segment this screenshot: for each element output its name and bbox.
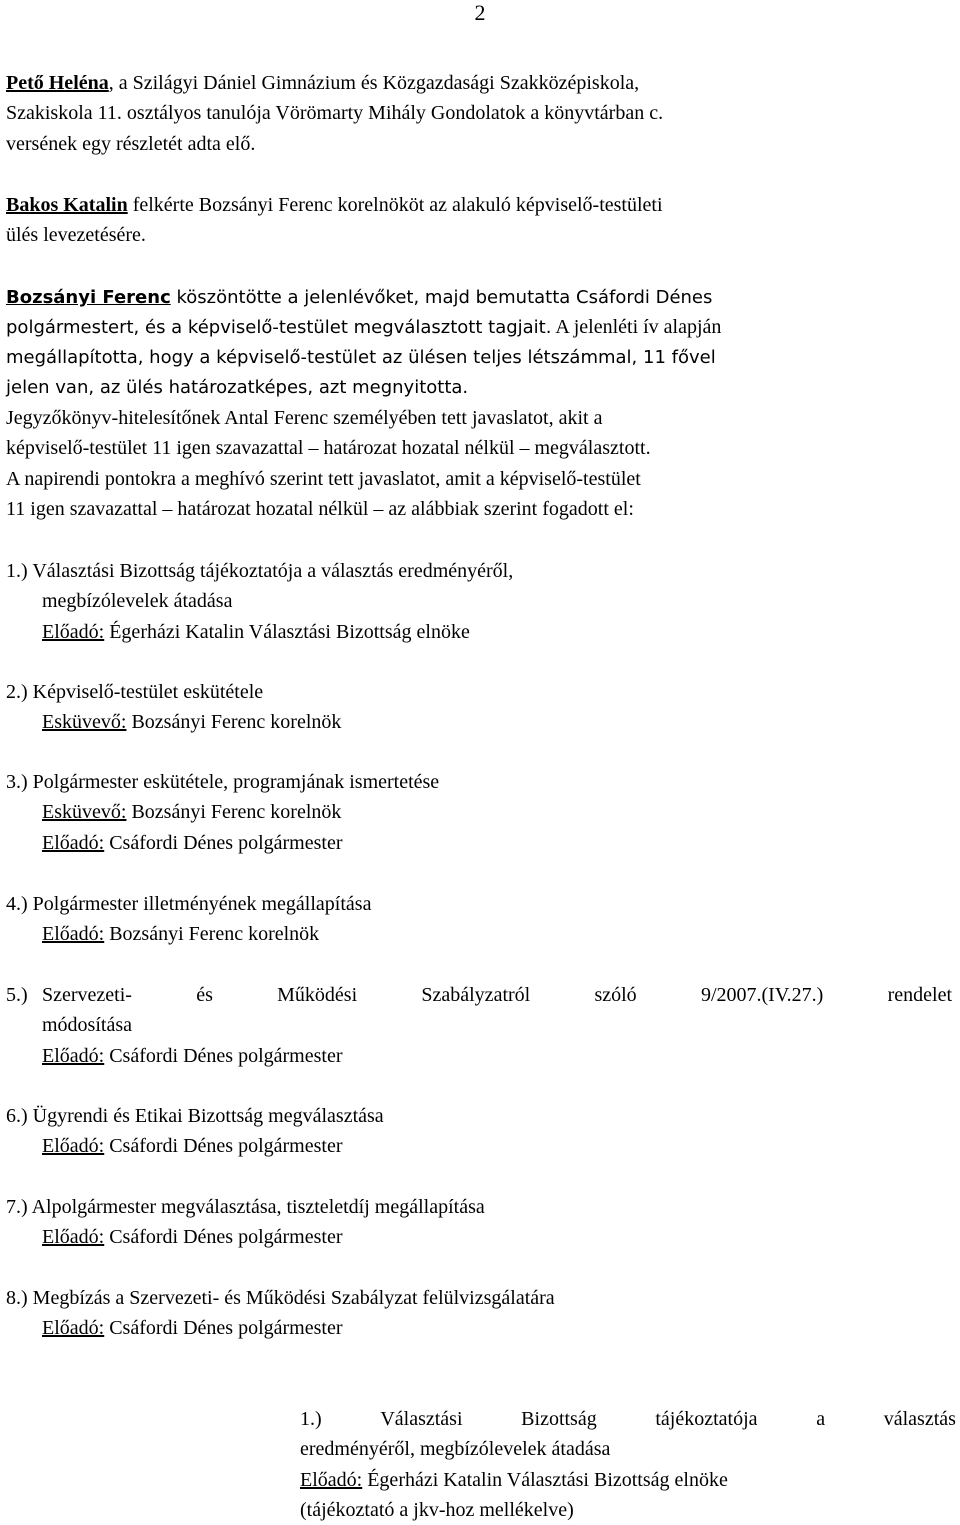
role-person: Égerházi Katalin Választási Bizottság elnöke: [362, 1468, 728, 1491]
bakos-paragraph: [6, 190, 954, 251]
role-person: Csáfordi Dénes polgármester: [104, 1226, 343, 1249]
agenda-title-cont: megbízólevelek átadása: [42, 590, 233, 613]
bozsanyi-line-2b: A jelenléti ív alapján: [551, 316, 722, 339]
role-person: Bozsányi Ferenc korelnök: [126, 801, 342, 824]
bozsanyi-line-8: 11 igen szavazattal – határozat hozatal nélkül – az alábbiak szerint fogadott el:: [6, 498, 634, 521]
agenda-title: [42, 980, 956, 1010]
title-word: szóló: [594, 984, 637, 1006]
agenda-detail-1: [300, 1404, 956, 1525]
bozsanyi-line-1-rest: köszöntötte a jelenlévőket, majd bemutatta Csáfordi Dénes: [170, 287, 713, 308]
agenda-item-1: [6, 556, 956, 647]
detail-word: 1.): [300, 1408, 322, 1430]
bozsanyi-line-3: megállapította, hogy a képviselő-testület az ülésen teljes létszámmal, 11 fővel: [6, 346, 716, 368]
agenda-title: Ügyrendi és Etikai Bizottság megválasztása: [32, 1105, 384, 1127]
agenda-item-4: [6, 889, 956, 950]
agenda-number: 1.): [6, 560, 28, 582]
page-number: 2: [474, 0, 486, 25]
bozsanyi-line-6: képviselő-testület 11 igen szavazattal – határozat hozatal nélkül – megválasztott.: [6, 437, 651, 460]
intro-line-3: versének egy részletét adta elő.: [6, 132, 256, 155]
detail-word: a: [816, 1408, 826, 1430]
detail-word: választás: [883, 1408, 956, 1430]
agenda-number: 3.): [6, 771, 28, 793]
role-label: Előadó:: [42, 1226, 105, 1249]
bozsanyi-line-2a: polgármestert, és a képviselő-testület megválasztott tagjait.: [6, 317, 552, 339]
agenda-title: Alpolgármester megválasztása, tiszteletdíj megállapítása: [31, 1196, 485, 1218]
role-person: Bozsányi Ferenc korelnök: [104, 923, 320, 946]
title-word: és: [196, 984, 213, 1006]
role-person: Csáfordi Dénes polgármester: [104, 831, 343, 854]
agenda-title-cont: módosítása: [42, 1014, 132, 1037]
title-word: Szabályzatról: [421, 984, 531, 1006]
role-person: Csáfordi Dénes polgármester: [104, 1317, 343, 1340]
title-word: rendelet: [887, 984, 952, 1006]
bozsanyi-line-5: Jegyzőkönyv-hitelesítőnek Antal Ferenc személyében tett javaslatot, akit a: [6, 407, 603, 430]
agenda-number: 5.): [6, 984, 28, 1006]
intro-line-1-rest: , a Szilágyi Dániel Gimnázium és Közgazdasági Szakközépiskola,: [108, 72, 640, 94]
role-label: Előadó:: [42, 1044, 105, 1067]
bakos-line-1-rest: felkérte Bozsányi Ferenc korelnököt az alakuló képviselő-testületi: [127, 194, 663, 216]
bozsanyi-name: Bozsányi Ferenc: [6, 287, 171, 308]
title-word: Működési: [277, 984, 358, 1006]
performer-name: Pető Heléna: [6, 72, 109, 94]
title-word: 9/2007.(IV.27.): [700, 984, 824, 1006]
bozsanyi-paragraph: [6, 282, 954, 524]
detail-line-4: (tájékoztató a jkv-hoz mellékelve): [300, 1498, 574, 1521]
role-label: Előadó:: [300, 1468, 363, 1491]
bozsanyi-line-4: jelen van, az ülés határozatképes, azt megnyitotta.: [6, 376, 469, 398]
agenda-number: 8.): [6, 1287, 28, 1309]
detail-word: tájékoztatója: [655, 1408, 758, 1430]
intro-line-2: Szakiskola 11. osztályos tanulója Vörömarty Mihály Gondolatok a könyvtárban c.: [6, 102, 664, 125]
role-label: Előadó:: [42, 923, 105, 946]
agenda-number: 2.): [6, 681, 28, 703]
title-word: Szervezeti-: [42, 984, 132, 1006]
detail-line-1: [300, 1404, 956, 1434]
detail-word: Választási: [380, 1408, 463, 1430]
agenda-item-5: [6, 980, 956, 1071]
role-label: Előadó:: [42, 1135, 105, 1158]
role-person: Csáfordi Dénes polgármester: [104, 1044, 343, 1067]
agenda-number: 6.): [6, 1105, 28, 1127]
role-label: Előadó:: [42, 620, 105, 643]
detail-word: Bizottság: [521, 1408, 597, 1430]
agenda-item-8: [6, 1283, 956, 1344]
bakos-name: Bakos Katalin: [6, 194, 128, 216]
bozsanyi-line-7: A napirendi pontokra a meghívó szerint tett javaslatot, amit a képviselő-testület: [6, 467, 641, 490]
agenda-title: Polgármester eskütétele, programjának ismertetése: [32, 771, 440, 793]
role-label: Esküvevő:: [42, 711, 127, 734]
role-person: Csáfordi Dénes polgármester: [104, 1135, 343, 1158]
agenda-title: Megbízás a Szervezeti- és Működési Szabályzat felülvizsgálatára: [32, 1287, 555, 1309]
bakos-line-2: ülés levezetésére.: [6, 224, 146, 247]
agenda-number: 4.): [6, 893, 28, 915]
role-person: Bozsányi Ferenc korelnök: [126, 711, 342, 734]
intro-line-1: [6, 68, 639, 98]
agenda-title: Polgármester illetményének megállapítása: [32, 893, 372, 915]
agenda-item-7: [6, 1192, 956, 1253]
role-label: Előadó:: [42, 831, 105, 854]
agenda-item-6: [6, 1101, 956, 1162]
intro-paragraph: [6, 68, 954, 159]
role-label: Esküvevő:: [42, 801, 127, 824]
agenda-item-3: [6, 767, 956, 858]
agenda-item-2: [6, 677, 956, 738]
role-label: Előadó:: [42, 1317, 105, 1340]
detail-line-2: eredményéről, megbízólevelek átadása: [300, 1438, 611, 1461]
role-person: Égerházi Katalin Választási Bizottság elnöke: [104, 620, 470, 643]
agenda-title: Képviselő-testület eskütétele: [32, 681, 264, 703]
agenda-title: Választási Bizottság tájékoztatója a választás eredményéről,: [32, 560, 514, 582]
agenda-number: 7.): [6, 1196, 28, 1218]
